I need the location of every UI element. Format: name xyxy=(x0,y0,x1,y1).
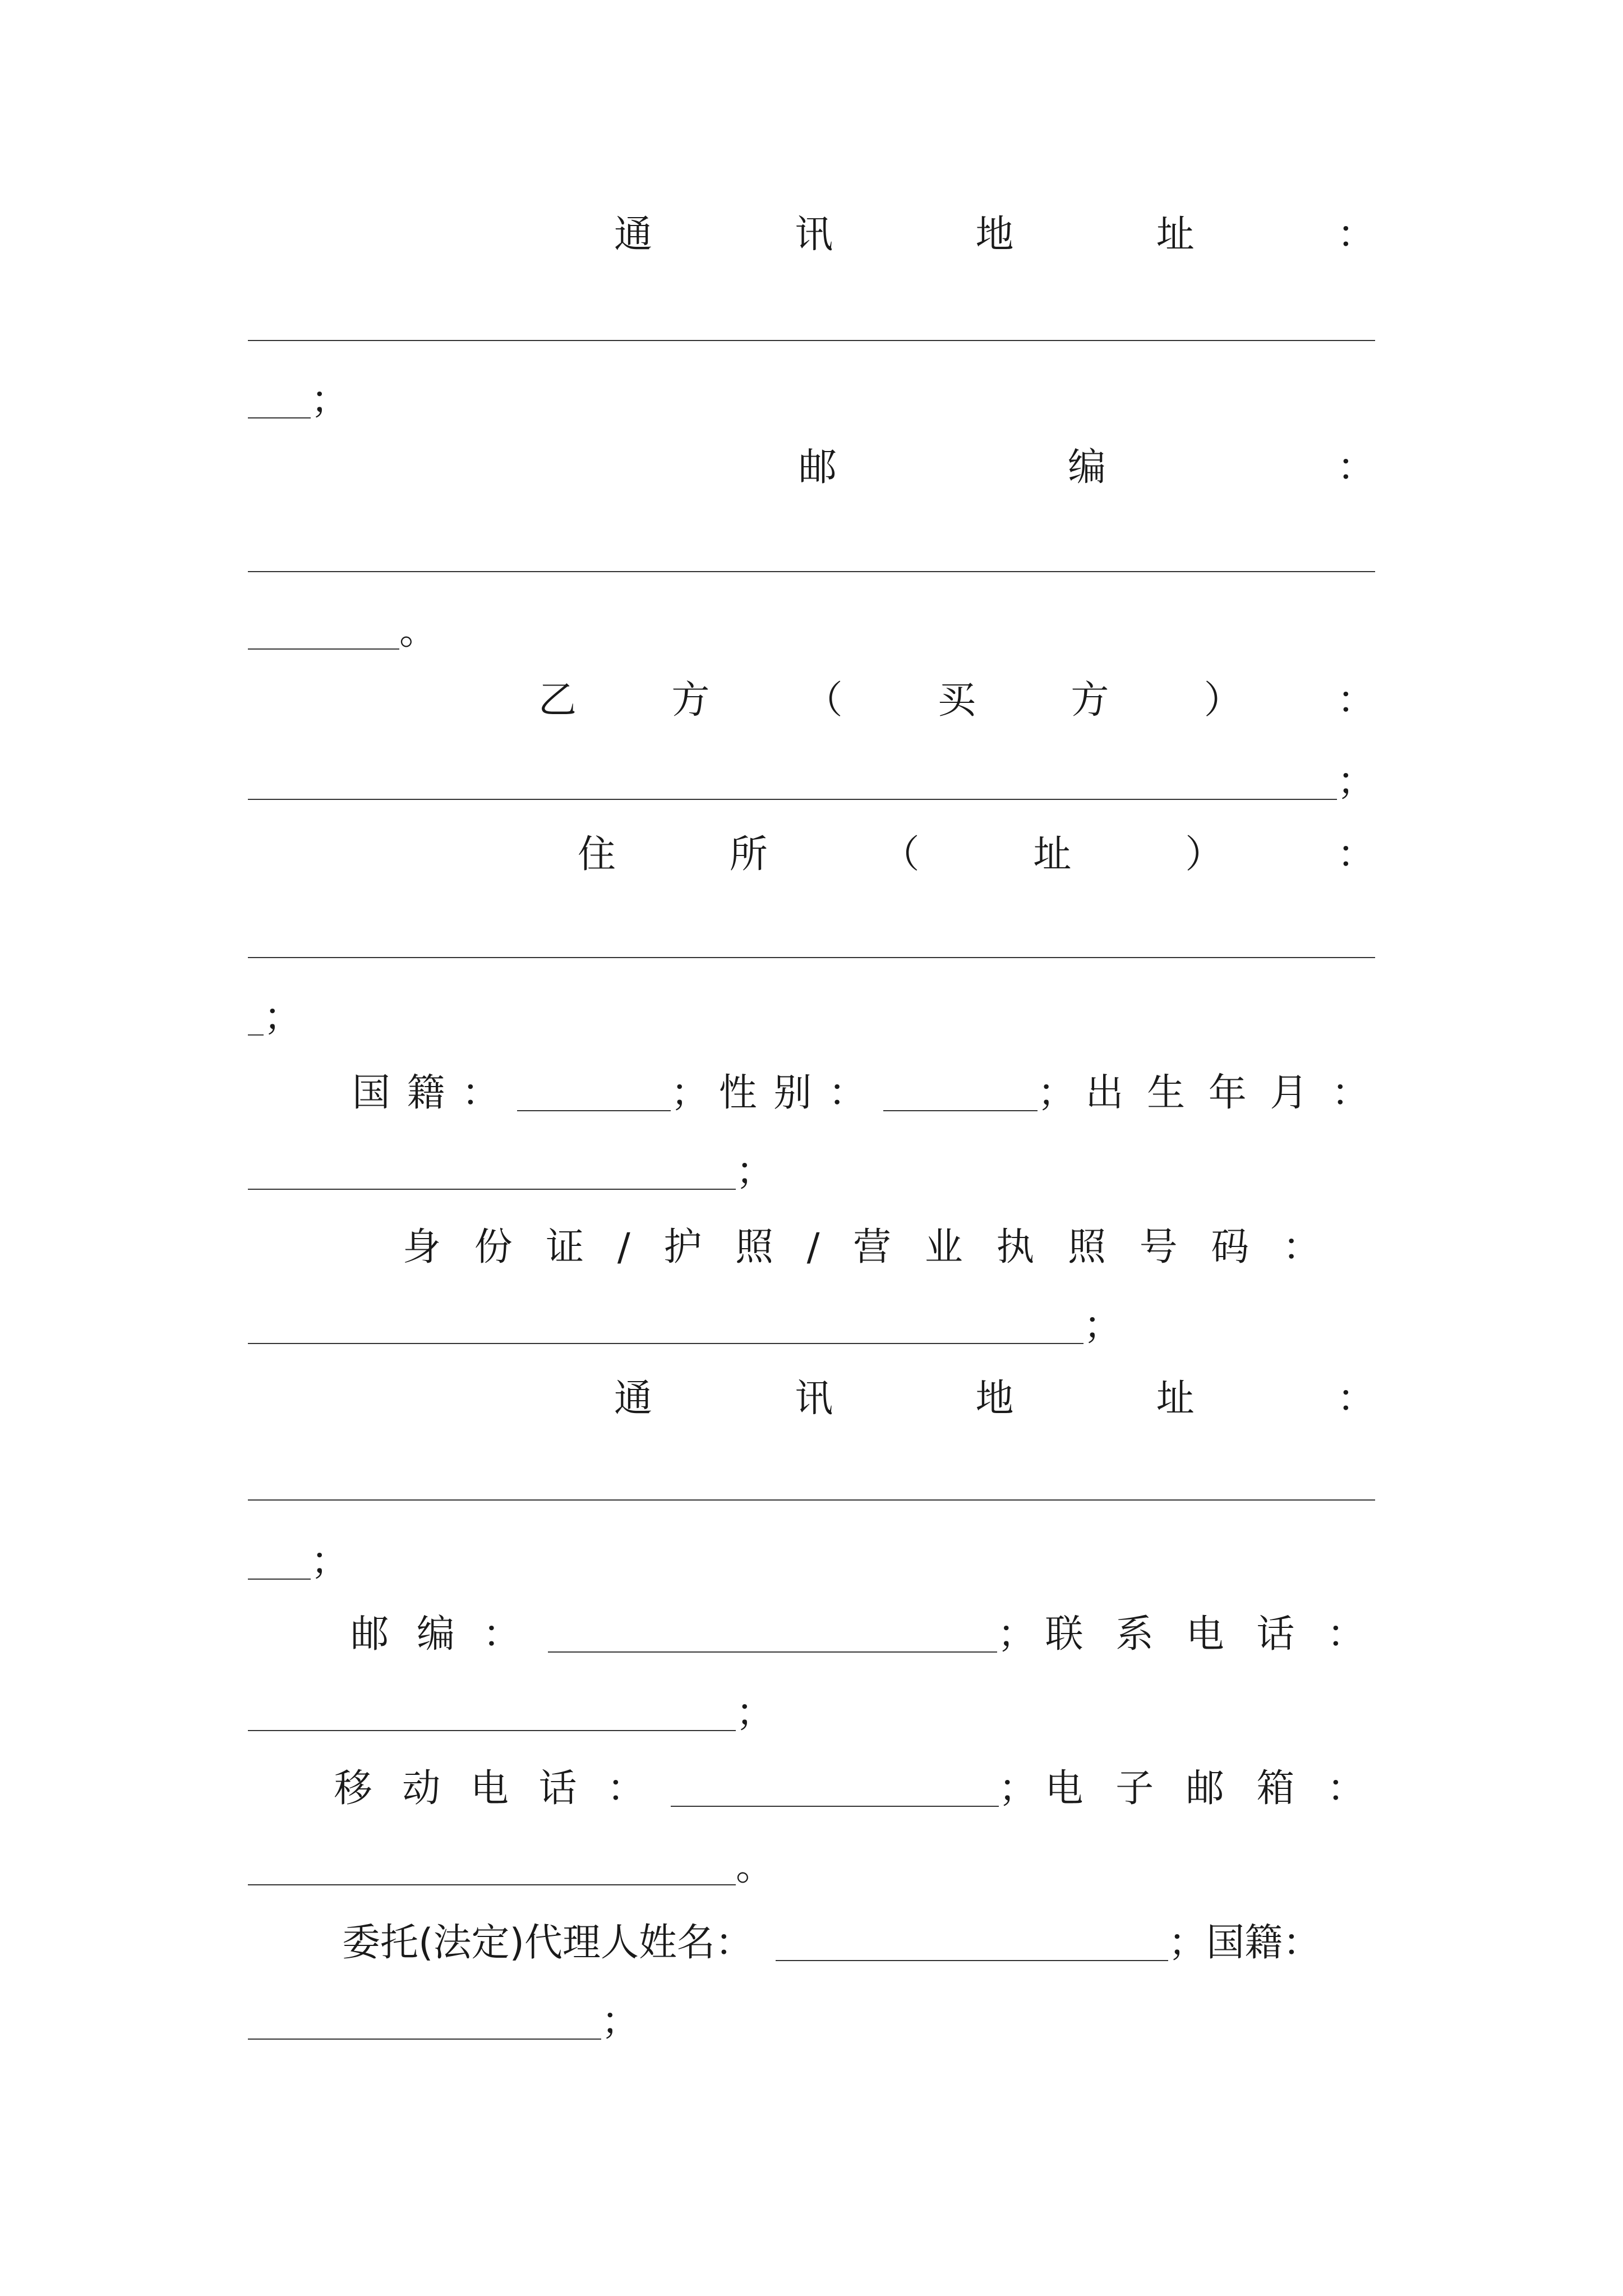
char: 址 xyxy=(1033,832,1072,877)
gender-blank[interactable] xyxy=(883,1107,1037,1111)
postcode-contact-row xyxy=(248,1612,1375,1657)
id-number-label: 身 份 证 / 护 照 / 营 业 执 照 号 码 ： xyxy=(403,1225,1331,1269)
party-b-fill-row xyxy=(248,760,1375,804)
char: 乙 xyxy=(538,678,577,723)
period: 。 xyxy=(736,1845,774,1889)
postcode-blank-2[interactable] xyxy=(548,1648,998,1653)
char: 住 xyxy=(578,832,616,877)
semicolon: ； xyxy=(311,378,349,422)
contact-phone-blank[interactable] xyxy=(248,1727,736,1731)
semicolon: ； xyxy=(736,1691,774,1735)
birth-blank[interactable] xyxy=(248,1185,736,1190)
party-b-blank[interactable] xyxy=(248,795,1337,800)
id-number-blank[interactable] xyxy=(248,1340,1083,1344)
semicolon: ； xyxy=(601,1999,640,2044)
char: 方 xyxy=(671,678,710,723)
nationality-gender-birth-row xyxy=(248,1071,1375,1115)
agent-name-blank[interactable] xyxy=(776,1957,1168,1961)
char: ： xyxy=(1336,832,1375,877)
nationality-blank[interactable] xyxy=(517,1107,671,1111)
postcode-blank-tail[interactable] xyxy=(248,645,399,650)
semicolon: ； xyxy=(997,1612,1036,1657)
residence-label-row xyxy=(578,832,1375,877)
postcode-label-2: 邮 编 ： xyxy=(351,1612,529,1657)
residence-fill-line[interactable] xyxy=(248,957,1375,958)
char: 讯 xyxy=(795,1377,833,1421)
char: 邮 xyxy=(799,445,837,490)
char: 地 xyxy=(975,213,1014,257)
gender-label: 性 别 ： xyxy=(718,1071,869,1115)
semicolon: ； xyxy=(670,1071,709,1115)
char: （ xyxy=(804,678,843,723)
semicolon: ； xyxy=(311,1539,349,1584)
char: 方 xyxy=(1071,678,1109,723)
semicolon: ； xyxy=(1168,1921,1207,1965)
agent-row xyxy=(248,1921,1375,1965)
birth-fill-row xyxy=(248,1149,1375,1194)
char: ： xyxy=(1336,678,1375,723)
email-blank[interactable] xyxy=(248,1881,736,1885)
comm-address-fill-line-1[interactable] xyxy=(248,340,1375,341)
agent-name-label: 委托(法定)代理人姓名： xyxy=(342,1921,754,1965)
email-fill-row xyxy=(248,1845,1375,1889)
char: ： xyxy=(1336,1377,1375,1421)
char: ） xyxy=(1204,678,1242,723)
agent-nationality-blank[interactable] xyxy=(248,2035,601,2040)
char: 通 xyxy=(614,213,653,257)
nationality-label: 国 籍 ： xyxy=(352,1071,502,1115)
char: 编 xyxy=(1067,445,1106,490)
id-number-fill-row xyxy=(248,1304,1375,1348)
party-b-label-row xyxy=(538,678,1375,723)
char: 通 xyxy=(614,1377,653,1421)
semicolon: ； xyxy=(264,995,302,1039)
char: 址 xyxy=(1156,213,1195,257)
residence-blank-tail[interactable] xyxy=(248,1031,264,1036)
char: （ xyxy=(881,832,920,877)
mobile-email-row xyxy=(248,1766,1375,1811)
semicolon: ； xyxy=(1083,1304,1122,1348)
comm-address-label-row-1 xyxy=(614,213,1375,257)
comm-address-continuation-1 xyxy=(248,378,1375,422)
char: 讯 xyxy=(795,213,833,257)
char: ） xyxy=(1185,832,1224,877)
mobile-label: 移 动 电 话 ： xyxy=(334,1766,654,1811)
semicolon: ； xyxy=(1037,1071,1076,1115)
period: 。 xyxy=(399,609,438,654)
semicolon: ； xyxy=(736,1149,774,1194)
postcode-label-row xyxy=(799,445,1375,490)
char: 所 xyxy=(729,832,768,877)
agent-nationality-label: 国籍： xyxy=(1206,1921,1321,1965)
semicolon: ； xyxy=(998,1766,1037,1811)
comm-address-blank-tail-2[interactable] xyxy=(248,1575,311,1580)
birth-label: 出 生 年 月 ： xyxy=(1085,1071,1375,1115)
postcode-continuation xyxy=(248,609,1375,654)
comm-address-label-row-2 xyxy=(614,1377,1375,1421)
email-label: 电 子 邮 箱 ： xyxy=(1045,1766,1375,1811)
comm-address-fill-line-2[interactable] xyxy=(248,1499,1375,1501)
contact-phone-fill-row xyxy=(248,1691,1375,1735)
contact-phone-label: 联 系 电 话 ： xyxy=(1045,1612,1375,1657)
mobile-blank[interactable] xyxy=(671,1802,998,1807)
comm-address-continuation-2 xyxy=(248,1539,1375,1584)
char: 址 xyxy=(1156,1377,1195,1421)
residence-continuation xyxy=(248,995,1375,1039)
semicolon: ； xyxy=(1336,760,1375,804)
postcode-fill-line[interactable] xyxy=(248,571,1375,572)
id-number-label-row xyxy=(403,1225,1375,1269)
char: 买 xyxy=(937,678,976,723)
char: 地 xyxy=(975,1377,1014,1421)
char: ： xyxy=(1336,445,1375,490)
comm-address-blank-tail-1[interactable] xyxy=(248,414,311,418)
agent-nationality-fill-row xyxy=(248,1999,1375,2044)
char: ： xyxy=(1336,213,1375,257)
